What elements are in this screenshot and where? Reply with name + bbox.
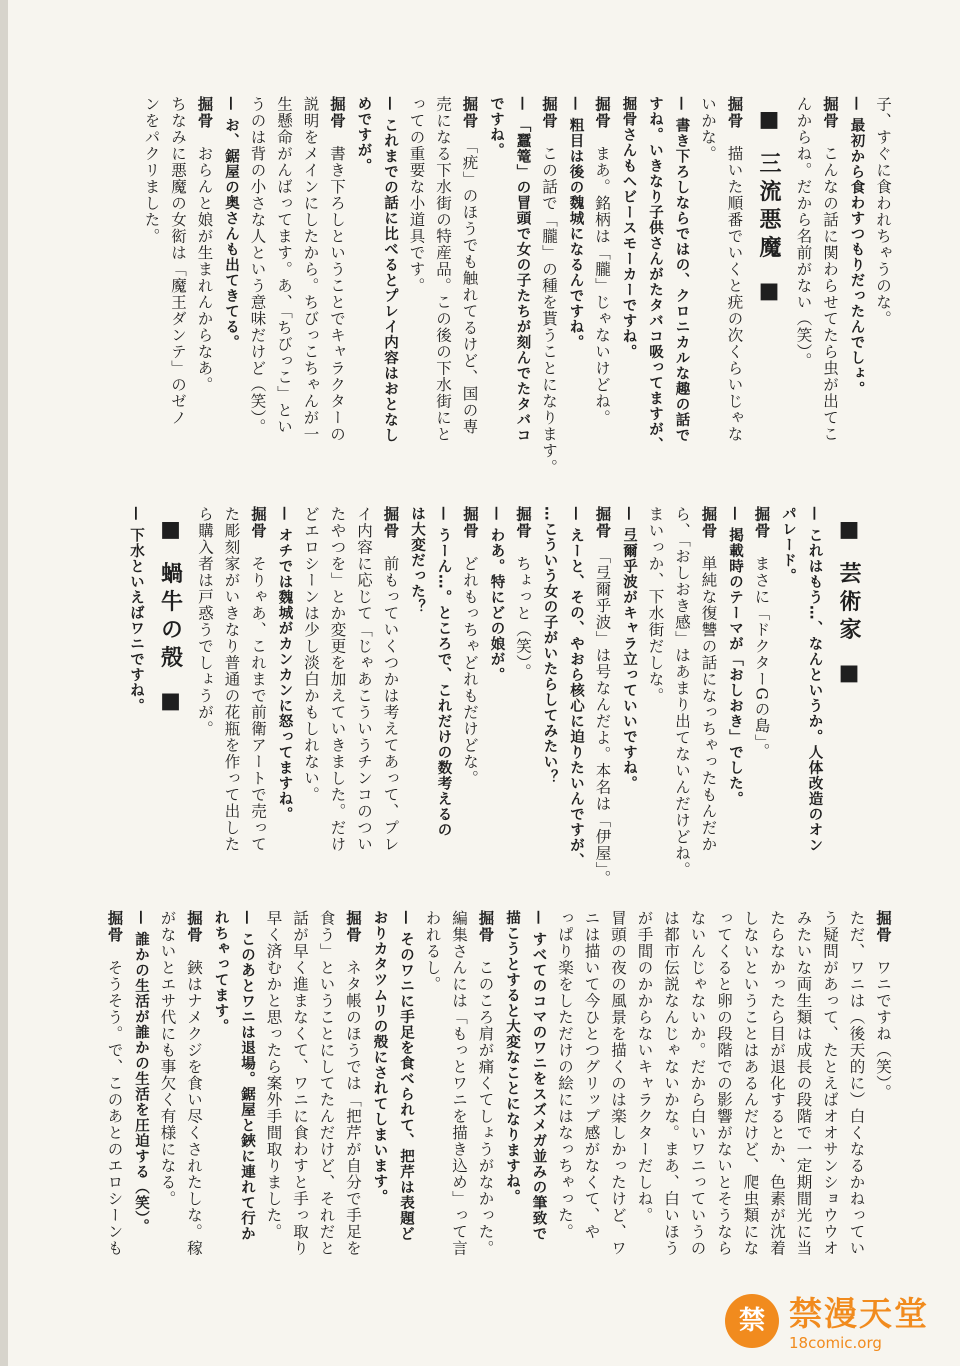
text-line: たらなかったら目が退化するとか、色素が沈着 bbox=[768, 910, 786, 1257]
speaker-line bbox=[457, 506, 484, 886]
text-line: っぱり楽をしただけの絵にはなっちゃった。 bbox=[556, 910, 574, 1240]
speaker-name: 掘骨 bbox=[699, 506, 719, 539]
speaker-text: 「疣」のほうでも触れてるけど、国の専 bbox=[460, 145, 479, 435]
speaker-text: そうそう。で、このあとのエロシーンも bbox=[105, 959, 124, 1257]
interviewer-line: — 書き下ろしならではの、クロニカルな趣の話で bbox=[673, 96, 690, 444]
speaker-text: そりゃあ、これまで前衛アートで売って bbox=[249, 555, 267, 853]
speaker-text: 描いた順番でいくと疣の次くらいじゃな bbox=[725, 145, 744, 443]
text-line: ないんじゃないか。だから白いワニっていうの bbox=[688, 910, 707, 1257]
text-line: しないということはあるんだけど、爬虫類にな bbox=[741, 910, 760, 1257]
text-line: た彫刻家がいきなり普通の花瓶を作って出した bbox=[222, 506, 241, 853]
logo-url: 18comic.org bbox=[789, 1334, 882, 1352]
text-line: 説明をメインにしたから。ちびっこちゃんが一 bbox=[301, 96, 320, 443]
speaker-line bbox=[510, 506, 537, 886]
text-line: いかな。 bbox=[699, 96, 717, 162]
text-line: たやつを」とか変更を加えていきました。だけ bbox=[328, 506, 347, 853]
speaker-line bbox=[589, 96, 616, 532]
text-line: がないとエサ代にも事欠く有様になる。 bbox=[158, 910, 177, 1207]
speaker-line bbox=[536, 96, 563, 532]
speaker-name: 掘骨 bbox=[593, 96, 612, 129]
interviewer-line: パレード。 bbox=[780, 506, 796, 584]
text-line: ら、「おしおき感」はあまり出てないんだけどね。 bbox=[673, 506, 691, 878]
speaker-line bbox=[870, 910, 897, 1290]
text-line: 生懸命がんばってます。あ、「ちびっこ」とい bbox=[275, 96, 293, 435]
text-line: うのは背の小さな人という意味だけど（笑）。 bbox=[248, 96, 267, 435]
interviewer-line: れちゃってます。 bbox=[212, 910, 229, 1034]
speaker-line bbox=[472, 910, 499, 1290]
interviewer-line: — そのワニに手足を食べられて、把芹は表題ど bbox=[398, 910, 414, 1242]
text-line: われるし。 bbox=[423, 910, 442, 993]
speaker-text: 前もっていくつかは考えてあって、プレ bbox=[381, 555, 400, 853]
interviewer-line: めですが。 bbox=[355, 96, 372, 174]
speaker-text: ワニですね（笑）。 bbox=[874, 959, 892, 1101]
interviewer-line: 掘骨さんもヘビースモーカーですね。 bbox=[620, 96, 637, 360]
speaker-name: 掘骨 bbox=[105, 910, 125, 943]
speaker-line bbox=[245, 506, 272, 886]
speaker-line bbox=[191, 96, 218, 532]
speaker-line bbox=[721, 96, 748, 532]
text-line: ニは描いて今ひとつグリップ感がなくて、や bbox=[582, 910, 601, 1240]
speaker-text: 書き下ろしということでキャラクターの bbox=[328, 145, 346, 443]
interviewer-line: — 下水といえばワニですね。 bbox=[128, 506, 144, 714]
text-line: 食う」ということにしてたんだけど、それだと bbox=[317, 910, 336, 1257]
text-line: 編集さんには「もっとワニを描き込め」って言 bbox=[450, 910, 468, 1257]
interviewer-line: ですね。 bbox=[488, 96, 504, 158]
speaker-line bbox=[324, 96, 351, 532]
speaker-text: まあ。銘柄は「朧」じゃないけどね。 bbox=[593, 145, 611, 426]
interviewer-line: すね。いきなり子供さんがたタバコ吸ってますが、 bbox=[647, 96, 663, 453]
text-block-middle-right bbox=[70, 506, 870, 886]
interviewer-line: — すべてのコマのワニをスズメガ並みの筆致で bbox=[530, 910, 547, 1242]
interviewer-line: 描こうとすると大変なことになりますね。 bbox=[504, 910, 520, 1205]
speaker-name: 掘骨 bbox=[461, 506, 480, 539]
logo-title: 禁漫天堂 bbox=[789, 1294, 929, 1333]
interviewer-line: — えーと、その、やおら核心に迫りたいんですが、 bbox=[568, 506, 584, 869]
speaker-line bbox=[340, 910, 367, 1290]
text-line: 冒頭の夜の風景を描くのは楽しかったけど、ワ bbox=[609, 910, 627, 1257]
speaker-line bbox=[456, 96, 483, 532]
interviewer-line: — これまでの話に比べるとプレイ内容はおとなし bbox=[382, 96, 398, 444]
speaker-line bbox=[589, 506, 616, 886]
speaker-text: こんなの話に関わらせてたら虫が出てこ bbox=[821, 145, 839, 443]
speaker-name: 掘骨 bbox=[725, 96, 745, 129]
speaker-text: まさに「ドクターGの島」。 bbox=[752, 555, 771, 760]
interviewer-line: — オチでは魏城がカンカンに怒ってますね。 bbox=[276, 506, 293, 823]
interviewer-line: — 弖爾乎波がキャラ立っていいですね。 bbox=[621, 506, 637, 792]
interviewer-line: — このあとワニは退場。鋸屋と鋏に連れて行か bbox=[239, 910, 255, 1242]
text-line: ちなみに悪魔の女衒は「魔王ダンテ」のゼノ bbox=[169, 96, 187, 426]
speaker-text: 鋏はナメクジを食い尽くされたしな。稼 bbox=[185, 959, 203, 1257]
speaker-name: 掘骨 bbox=[344, 910, 363, 943]
interviewer-line: おりカタツムリの殻にされてしまいます。 bbox=[371, 910, 388, 1205]
speaker-name: 掘骨 bbox=[195, 96, 215, 129]
text-line: ら購入者は戸惑うでしょうが。 bbox=[196, 506, 214, 737]
speaker-text: 「弖爾乎波」は号なんだよ。本名は「伊屋」。 bbox=[593, 555, 612, 887]
speaker-text: ネタ帳のほうでは「把芹が自分で手足を bbox=[344, 959, 362, 1257]
interviewer-line: …こういう女の子がいたらしてみたい？ bbox=[541, 506, 558, 785]
text-block-upper-right bbox=[76, 96, 896, 532]
text-line: が手間のかからないキャラクターだしね。 bbox=[635, 910, 654, 1224]
speaker-line bbox=[695, 506, 722, 886]
text-line: ただ、ワニは（後天的に）白くなるかねってい bbox=[847, 910, 866, 1257]
speaker-name: 掘骨 bbox=[249, 506, 268, 539]
speaker-line bbox=[181, 910, 208, 1290]
text-line: 早く済むかと思ったら案外手間取りました。 bbox=[264, 910, 283, 1240]
speaker-name: 掘骨 bbox=[593, 506, 613, 539]
section-heading: ■ 蝸牛の殻 ■ bbox=[157, 516, 184, 720]
interviewer-line: — 粗目は後の魏城になるんですね。 bbox=[567, 96, 584, 351]
text-line: どエロシーンは少し淡白かもしれない。 bbox=[302, 506, 320, 803]
speaker-name: 掘骨 bbox=[874, 910, 893, 943]
interviewer-line: — これはもう…、なんというか。人体改造のオン bbox=[806, 506, 823, 854]
section-heading: ■ 芸術家 ■ bbox=[836, 516, 862, 692]
text-line: んからね。だから名前がない（笑）。 bbox=[794, 96, 813, 369]
speaker-line bbox=[748, 506, 775, 886]
text-line: みたいな両生類は成長の段階で一定期間光に当 bbox=[794, 910, 813, 1257]
logo-badge-icon: 禁 bbox=[725, 1294, 779, 1348]
speaker-name: 掘骨 bbox=[752, 506, 772, 539]
site-logo[interactable] bbox=[725, 1286, 950, 1360]
interviewer-line: は大変だった？ bbox=[409, 506, 425, 615]
speaker-name: 掘骨 bbox=[328, 96, 347, 129]
text-line: ってくると卵の段階での影響がないとそうなら bbox=[715, 910, 733, 1257]
interviewer-line: — わあ。特にどの娘が。 bbox=[488, 506, 505, 683]
speaker-name: 掘骨 bbox=[540, 96, 559, 129]
interviewer-line: — 「蠶篭」の冒頭で女の子たちが刻んでたタバコ bbox=[514, 96, 531, 444]
interviewer-line: — 誰かの生活が誰かの生活を圧迫する（笑）。 bbox=[133, 910, 149, 1235]
text-line: 子、すぐに食われちゃうのな。 bbox=[874, 96, 892, 327]
text-line: っての重要な小道具です。 bbox=[407, 96, 426, 294]
speaker-name: 掘骨 bbox=[514, 506, 533, 539]
speaker-text: この話で「朧」の種を貰うことになります。 bbox=[540, 145, 558, 476]
speaker-name: 掘骨 bbox=[821, 96, 840, 129]
interviewer-line: — 掲載時のテーマが「おしおき」でした。 bbox=[727, 506, 743, 807]
section-heading: ■ 三流悪魔 ■ bbox=[756, 106, 782, 310]
page-edge bbox=[0, 0, 8, 1366]
speaker-name: 掘骨 bbox=[460, 96, 480, 129]
speaker-name: 掘骨 bbox=[476, 910, 496, 943]
text-line: は都市伝説なんじゃないかな。まあ、白いほう bbox=[662, 910, 680, 1257]
text-block-lower bbox=[76, 910, 896, 1290]
speaker-line bbox=[101, 910, 128, 1290]
interviewer-line: — お、鋸屋の奥さんも出てきてる。 bbox=[223, 96, 239, 351]
speaker-name: 掘骨 bbox=[185, 910, 204, 943]
text-line: う疑問があって、たとえばオオサンショウウオ bbox=[821, 910, 839, 1257]
speaker-text: ちょっと（笑）。 bbox=[514, 555, 532, 680]
interviewer-line: — うーん…。ところで、これだけの数考えるの bbox=[435, 506, 452, 838]
text-line: 話が早く進まなくて、ワニに食わすと手っ取り bbox=[291, 910, 309, 1257]
text-line: イ内容に応じて「じゃあこういうチンコのつい bbox=[355, 506, 373, 853]
speaker-name: 掘骨 bbox=[381, 506, 401, 539]
text-line: ンをパクリました。 bbox=[142, 96, 161, 245]
speaker-text: おらんと娘が生まれんからなあ。 bbox=[195, 145, 214, 393]
speaker-text: どれもっちゃどれもだけどな。 bbox=[461, 555, 479, 787]
speaker-line bbox=[817, 96, 844, 532]
interviewer-line: — 最初から食わすつもりだったんでしょ。 bbox=[848, 96, 865, 397]
text-line: 売になる下水街の特産品。この後の下水街にと bbox=[434, 96, 452, 443]
text-line: まいっか、下水街だしな。 bbox=[646, 506, 665, 704]
speaker-text: このころ肩が痛くてしょうがなかった。 bbox=[476, 959, 495, 1257]
speaker-text: 単純な復讐の話になっちゃったもんだか bbox=[699, 555, 718, 853]
speaker-line bbox=[377, 506, 404, 886]
